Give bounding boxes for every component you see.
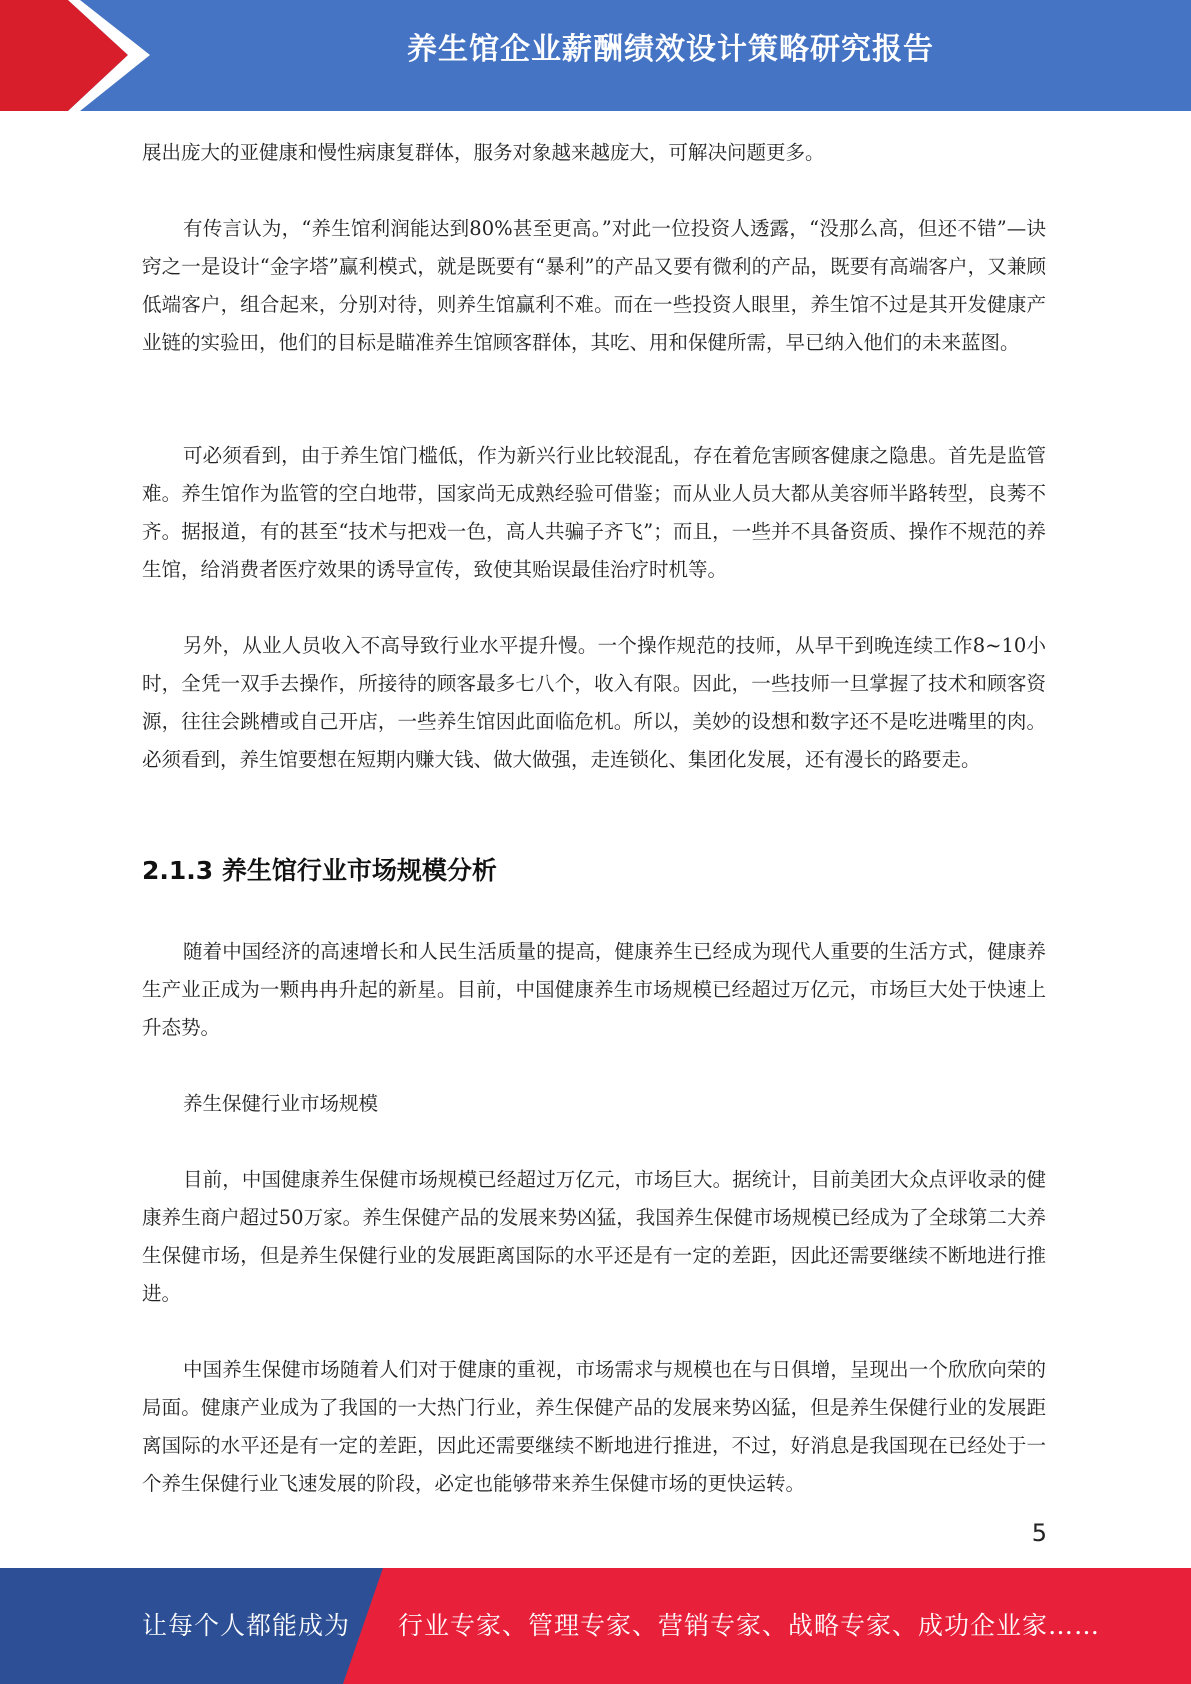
page-number: 5 <box>1031 1519 1047 1547</box>
section-heading: 2.1.3 养生馆行业市场规模分析 <box>142 856 497 885</box>
paragraph: 另外，从业人员收入不高导致行业水平提升慢。一个操作规范的技师，从早干到晚连续工作8~10小时，全凭一双手去操作，所接待的顾客最多七八个，收入有限。因此，一些技师一旦掌握了技术和顾客资源，往往会跳槽或自己开店，一些养生馆因此面临危机。所以，美妙的设想和数字还不是吃进嘴里的肉。必须看到，养生馆要想在短期内赚大钱、做大做强，走连锁化、集团化发展，还有漫长的路要走。 <box>142 634 1046 771</box>
paragraph: 可必须看到，由于养生馆门槛低，作为新兴行业比较混乱，存在着危害顾客健康之隐患。首先是监管难。养生馆作为监管的空白地带，国家尚无成熟经验可借鉴；而从业人员大都从美容师半路转型，良莠不齐。据报道，有的甚至“技术与把戏一色，高人共骗子齐飞”；而且，一些并不具备资质、操作不规范的养生馆，给消费者医疗效果的诱导宣传，致使其贻误最佳治疗时机等。 <box>142 444 1046 581</box>
subheading-paragraph: 养生保健行业市场规模 <box>183 1092 379 1115</box>
report-title: 养生馆企业薪酬绩效设计策略研究报告 <box>407 32 934 67</box>
page-header <box>0 0 1191 111</box>
paragraph: 目前，中国健康养生保健市场规模已经超过万亿元，市场巨大。据统计，目前美团大众点评收录的健康养生商户超过50万家。养生保健产品的发展来势凶猛，我国养生保健市场规模已经成为了全球第二大养生保健市场，但是养生保健行业的发展距离国际的水平还是有一定的差距，因此还需要继续不断地进行推进。 <box>142 1168 1046 1305</box>
footer-slogan-left: 让每个人都能成为 <box>142 1611 351 1640</box>
footer-slogan-right: 行业专家、管理专家、营销专家、战略专家、成功企业家…… <box>398 1611 1101 1640</box>
paragraph: 有传言认为，“养生馆利润能达到80%甚至更高。”对此一位投资人透露，“没那么高，但还不错”—诀窍之一是设计“金字塔”赢利模式，就是既要有“暴利”的产品又要有微利的产品，既要有高端客户，又兼顾低端客户，组合起来，分别对待，则养生馆赢利不难。而在一些投资人眼里，养生馆不过是其开发健康产业链的实验田，他们的目标是瞄准养生馆顾客群体，其吃、用和保健所需，早已纳入他们的未来蓝图。 <box>142 217 1046 354</box>
paragraph: 随着中国经济的高速增长和人民生活质量的提高，健康养生已经成为现代人重要的生活方式，健康养生产业正成为一颗冉冉升起的新星。目前，中国健康养生市场规模已经超过万亿元，市场巨大处于快速上升态势。 <box>142 940 1046 1039</box>
page-footer <box>0 1568 1191 1684</box>
paragraph: 中国养生保健市场随着人们对于健康的重视，市场需求与规模也在与日俱增，呈现出一个欣欣向荣的局面。健康产业成为了我国的一大热门行业，养生保健产品的发展来势凶猛，但是养生保健行业的发展距离国际的水平还是有一定的差距，因此还需要继续不断地进行推进，不过，好消息是我国现在已经处于一个养生保健行业飞速发展的阶段，必定也能够带来养生保健市场的更快运转。 <box>142 1358 1046 1495</box>
header-chevron-decoration <box>0 0 160 111</box>
paragraph: 展出庞大的亚健康和慢性病康复群体，服务对象越来越庞大，可解决问题更多。 <box>142 141 825 164</box>
